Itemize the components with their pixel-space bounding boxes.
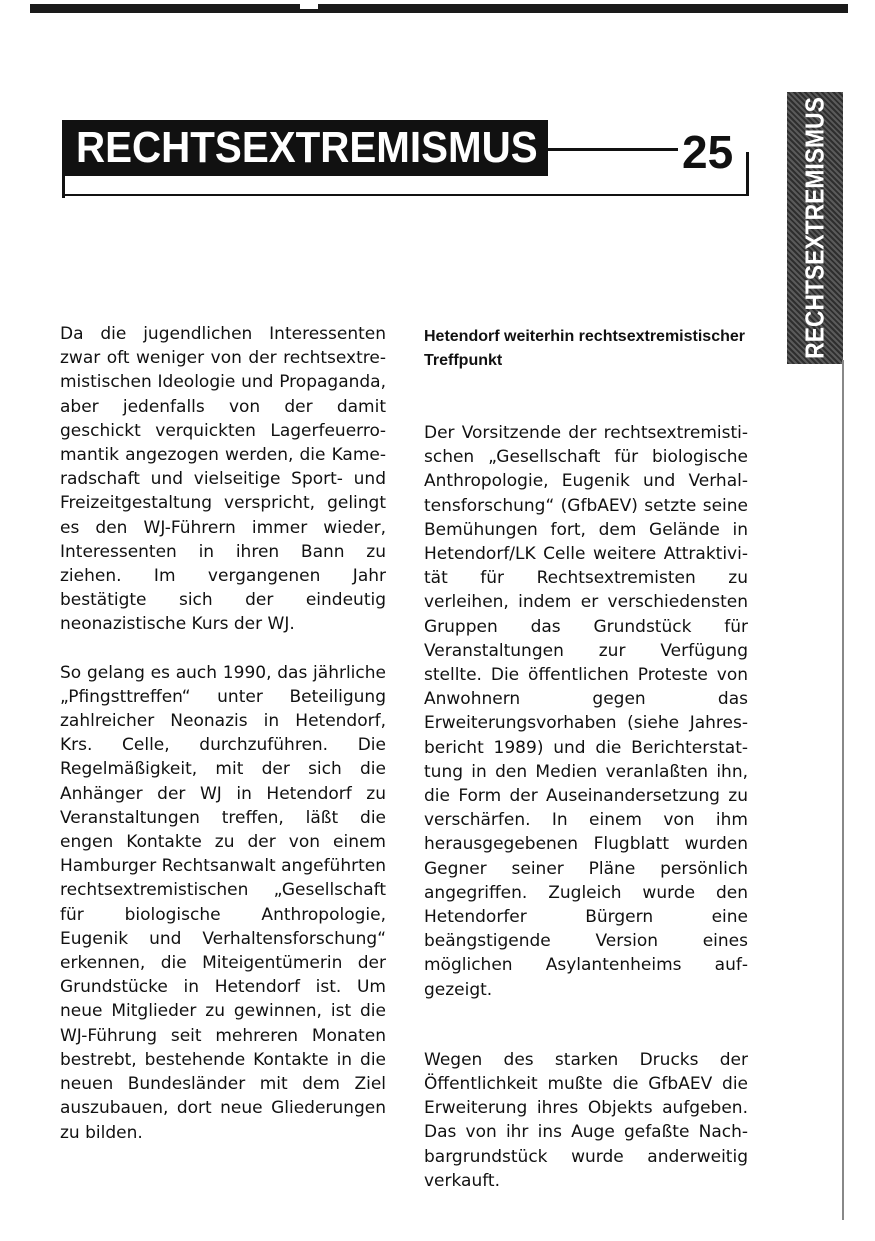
page-header <box>62 112 750 202</box>
paragraph: Da die jugendlichen Interessenten zwar oft weniger von der rechtsextremistischen Ideologie und Propaganda, aber jedenfalls von der damit geschickt verquickten Lagerfeuerromantik angezogen werden, die Kameradschaft und vielseitige Sport- und Freizeitgestaltung verspricht, gelingt es den WJ-Führern immer wieder, Interessenten in ihren Bann zu ziehen. Im vergangenen Jahr bestätigte sich der eindeutig neonazistische Kurs der WJ. <box>60 324 386 635</box>
top-rule <box>30 4 848 13</box>
page-title: RECHTSEXTREMISMUS <box>62 120 548 176</box>
margin-rule <box>842 360 844 1220</box>
side-tab <box>787 92 843 364</box>
top-rule-gap <box>300 4 318 9</box>
right-column <box>424 325 748 1193</box>
paragraph: So gelang es auch 1990, das jährliche „Pfingsttreffen“ unter Beteiligung zahlreicher Neonazis in Hetendorf, Krs. Celle, durchzuführen. Die Regelmäßigkeit, mit der sich die Anhänger der WJ in Hetendorf zu Veranstaltungen treffen, läßt die engen Kontakte zu der von einem Hamburger Rechtsanwalt angeführten rechtsextremistischen „Gesellschaft für biologische Anthropologie, Eugenik und Verhaltensforschung“ erkennen, die Miteigentümerin der Grundstücke in Hetendorf ist. Um neue Mitglieder zu gewinnen, ist die WJ-Führung seit mehreren Monaten bestrebt, bestehende Kontakte in die neuen Bundesländer mit dem Ziel auszubauen, dort neue Gliederungen zu bilden. <box>60 662 386 1143</box>
left-column <box>60 322 386 1145</box>
header-left-tick <box>62 146 65 198</box>
page-number: 25 <box>682 126 734 178</box>
header-rule <box>548 148 678 151</box>
header-right-tick <box>746 152 749 196</box>
paragraph: Wegen des starken Drucks der Öffentlichkeit mußte die GfbAEV die Erweiterung ihres Objekts aufgeben. Das von ihr ins Auge gefaßte Nachbargrundstück wurde anderweitig verkauft. <box>424 1049 748 1191</box>
header-bottom-rule <box>62 194 748 196</box>
side-tab-label: RECHTSEXTREMISMUS <box>799 97 830 359</box>
section-heading: Hetendorf weiterhin rechtsextremistischer Treffpunkt <box>424 328 745 369</box>
paragraph: Der Vorsitzende der rechtsextremistischen „Gesellschaft für biologische Anthropologie, Eugenik und Verhaltensforschung“ (GfbAEV) setzte seine Bemühungen fort, dem Gelände in Hetendorf/LK Celle weitere Attraktivität für Rechtsextremisten zu verleihen, indem er verschiedensten Gruppen das Grundstück für Veranstaltungen zur Verfügung stellte. Die öffentlichen Proteste von Anwohnern gegen das Erweiterungsvorhaben (siehe Jahresbericht 1989) und die Berichterstattung in den Medien veranlaßten ihn, die Form der Auseinandersetzung zu verschärfen. In einem von ihm herausgegebenen Flugblatt wurden Gegner seiner Pläne persönlich angegriffen. Zugleich wurde den Hetendorfer Bürgern eine beängstigende Version eines möglichen Asylantenheims aufgezeigt. <box>424 423 748 1000</box>
